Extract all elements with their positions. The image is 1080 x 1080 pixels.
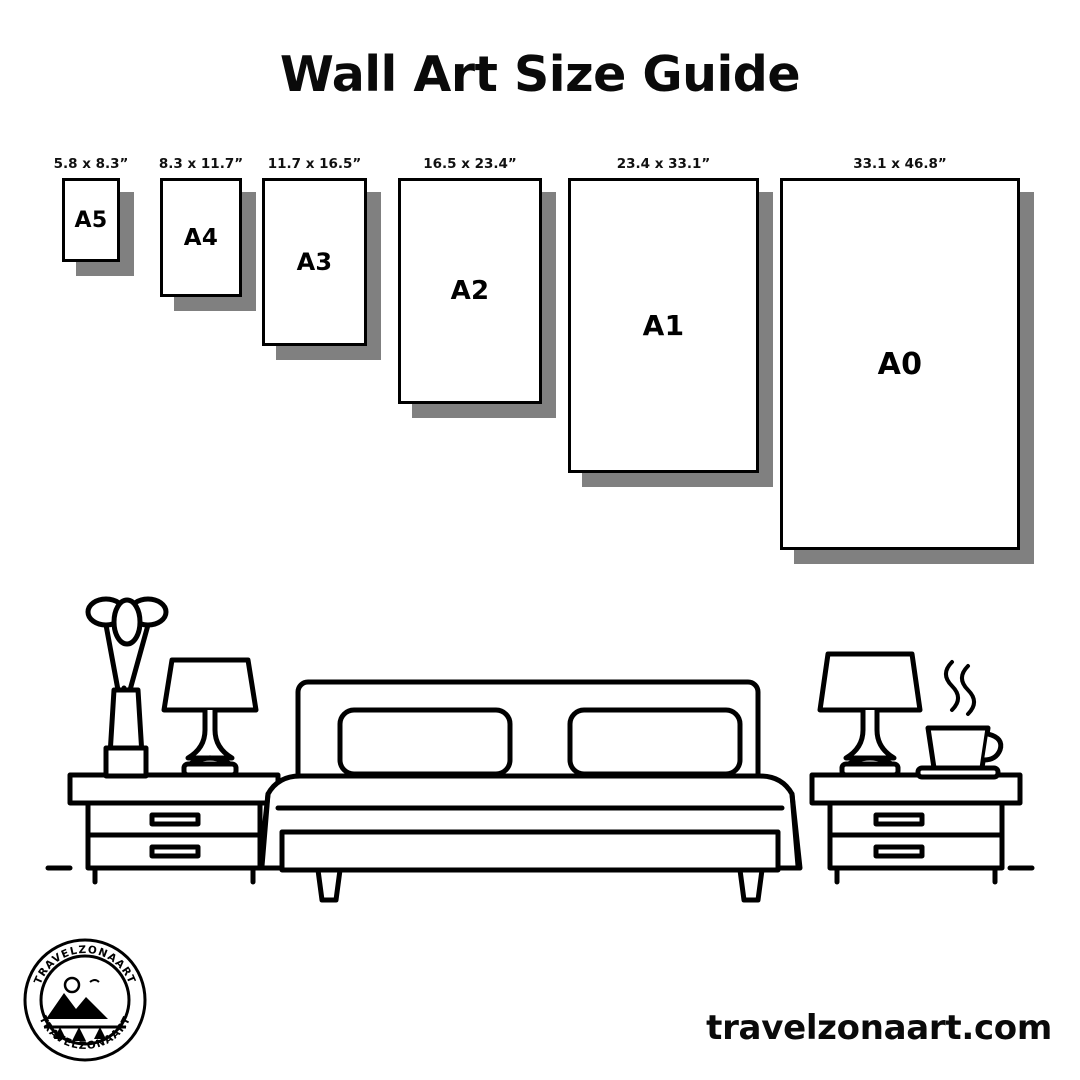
frame-group-a5 <box>43 156 139 284</box>
right-nightstand <box>812 775 1020 882</box>
svg-text:TRAVELZONAART <box>37 1014 134 1052</box>
frame-a5[interactable] <box>62 178 120 262</box>
site-url: travelzonaart.com <box>706 1008 1052 1048</box>
coffee-cup <box>918 662 1001 777</box>
bedroom-illustration <box>0 570 1080 910</box>
right-lamp <box>820 654 920 775</box>
logo-text-bottom: TRAVELZONAART <box>36 1014 134 1053</box>
frame-group-a4 <box>146 156 256 319</box>
frame-name-label: A1 <box>642 309 685 342</box>
frame-a3[interactable] <box>262 178 367 346</box>
frame-size-label: 33.1 x 46.8” <box>853 156 947 172</box>
plant-decor <box>88 599 166 776</box>
frame-size-label: 11.7 x 16.5” <box>267 156 362 172</box>
frame-a0[interactable] <box>780 178 1020 550</box>
frame-group-a1 <box>558 156 770 495</box>
frame-a4[interactable] <box>160 178 242 297</box>
bed <box>260 682 800 900</box>
left-lamp <box>164 660 256 775</box>
frame-name-label: A4 <box>183 224 219 251</box>
page-title: Wall Art Size Guide <box>279 46 801 103</box>
frame-name-label: A2 <box>450 276 490 306</box>
frame-a1[interactable] <box>568 178 759 473</box>
frame-group-a0 <box>770 156 1030 572</box>
svg-text:TRAVELZONAART <box>32 944 138 986</box>
logo-text-top: TRAVELZONAART <box>32 943 138 987</box>
frame-name-label: A3 <box>296 248 333 276</box>
frame-size-label: 5.8 x 8.3” <box>53 156 129 172</box>
frame-name-label: A5 <box>74 207 108 233</box>
frame-size-label: 23.4 x 33.1” <box>616 156 711 172</box>
frame-a2[interactable] <box>398 178 542 404</box>
frame-group-a3 <box>249 156 381 368</box>
frame-name-label: A0 <box>877 346 923 382</box>
brand-logo <box>20 935 150 1065</box>
frame-size-label: 16.5 x 23.4” <box>423 156 517 172</box>
frame-group-a2 <box>388 156 552 426</box>
left-nightstand <box>70 775 278 882</box>
frame-size-label: 8.3 x 11.7” <box>158 156 244 172</box>
